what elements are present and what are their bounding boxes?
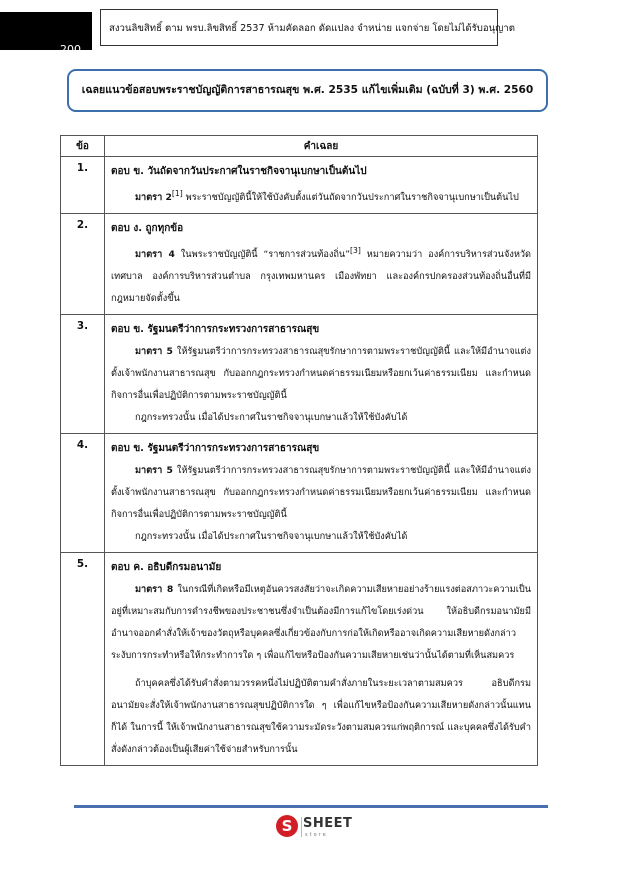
logo-wordmark: SHEET xyxy=(303,816,353,831)
answer-table xyxy=(60,135,538,766)
answer-cell xyxy=(105,553,538,766)
answer-cell xyxy=(105,315,538,434)
question-number: 2. xyxy=(61,214,105,315)
s-logo-icon: S xyxy=(276,815,298,837)
section-ref: มาตรา 5 xyxy=(135,465,173,477)
law-text: พระราชบัญญัตินี้ให้ใช้บังคับตั้งแต่วันถัดจากวันประกาศในราชกิจจานุเบกษาเป็นต้นไป xyxy=(182,192,519,204)
section-ref: มาตรา 2 xyxy=(135,192,172,204)
law-text: ให้รัฐมนตรีว่าการกระทรวงสาธารณสุขรักษาการตามพระราชบัญญัตินี้ และให้มีอำนาจแต่งตั้งเจ้าพนักงานสาธารณสุข กับออกกฎกระทรวงกำหนดค่าธรรมเนียมหรือยกเว้นค่าธรรมเนียม และกำหนดกิจการอื่นเพื่อปฏิบัติการตามพระราชบัญญัตินี้ xyxy=(111,465,531,521)
table-row xyxy=(61,553,538,766)
footnote-ref: [3] xyxy=(349,246,361,256)
column-header-answer: คำเฉลย xyxy=(105,136,538,157)
answer-cell xyxy=(105,214,538,315)
law-paragraph xyxy=(111,341,531,407)
document-title: เฉลยแนวข้อสอบพระราชบัญญัติการสาธารณสุข พ.ศ. 2535 แก้ไขเพิ่มเติม (ฉบับที่ 3) พ.ศ. 2560 xyxy=(67,69,548,112)
copyright-notice: สงวนลิขสิทธิ์ ตาม พรบ.ลิขสิทธิ์ 2537 ห้ามคัดลอก ดัดแปลง จำหน่าย แจกจ่าย โดยไม่ได้รับอนุญาต xyxy=(100,9,498,46)
section-ref: มาตรา 5 xyxy=(135,346,173,358)
law-text: ให้รัฐมนตรีว่าการกระทรวงสาธารณสุขรักษาการตามพระราชบัญญัตินี้ และให้มีอำนาจแต่งตั้งเจ้าพนักงานสาธารณสุข กับออกกฎกระทรวงกำหนดค่าธรรมเนียมหรือยกเว้นค่าธรรมเนียม และกำหนดกิจการอื่นเพื่อปฏิบัติการตามพระราชบัญญัตินี้ xyxy=(111,346,531,402)
question-number: 4. xyxy=(61,434,105,553)
section-ref: มาตรา 8 xyxy=(135,584,174,596)
footer-divider xyxy=(74,805,548,808)
answer-heading: ตอบ ข. รัฐมนตรีว่าการกระทรวงการสาธารณสุข xyxy=(111,443,320,455)
law-text: หมายความว่า องค์การบริหารส่วนจังหวัด เทศบาล องค์การบริหารส่วนตำบล กรุงเทพมหานคร เมืองพัทยา และองค์กรปกครองส่วนท้องถิ่นอื่นที่มีกฎหมายจัดตั้งขึ้น xyxy=(111,249,532,305)
law-paragraph-2: กฎกระทรวงนั้น เมื่อได้ประกาศในราชกิจจานุเบกษาแล้วให้ใช้บังคับได้ xyxy=(135,531,408,543)
law-text: ในกรณีที่เกิดหรือมีเหตุอันควรสงสัยว่าจะเกิดความเสียหายอย่างร้ายแรงต่อสภาวะความเป็นอยู่ที่เหมาะสมกับการดำรงชีพของประชาชนซึ่งจำเป็นต้องมีการแก้ไขโดยเร่งด่วน ให้อธิบดีกรมอนามัยมีอำนาจออกคำสั่งให้เจ้าของวัตถุหรือบุคคลซึ่งเกี่ยวข้องกับการก่อให้เกิดหรืออาจเกิดความเสียหายดังกล่าวระงับการกระทำหรือให้กระทำการใด ๆ เพื่อแก้ไขหรือป้องกันความเสียหายเช่นว่านั้นได้ตามที่เห็นสมควร xyxy=(111,584,531,662)
page-number: 200 xyxy=(60,43,81,56)
page-number-box xyxy=(0,12,92,56)
law-paragraph xyxy=(111,579,531,667)
column-header-no: ข้อ xyxy=(61,136,105,157)
logo-divider xyxy=(301,817,302,837)
table-row xyxy=(61,434,538,553)
answer-heading: ตอบ ค. อธิบดีกรมอนามัย xyxy=(111,562,222,574)
sheet-store-logo xyxy=(276,815,366,841)
question-number: 5. xyxy=(61,553,105,766)
law-paragraph xyxy=(111,460,531,526)
table-row xyxy=(61,214,538,315)
law-paragraph-2: กฎกระทรวงนั้น เมื่อได้ประกาศในราชกิจจานุเบกษาแล้วให้ใช้บังคับได้ xyxy=(135,412,408,424)
answer-heading: ตอบ ข. รัฐมนตรีว่าการกระทรวงการสาธารณสุข xyxy=(111,324,320,336)
answer-heading: ตอบ ง. ถูกทุกข้อ xyxy=(111,223,184,235)
question-number: 3. xyxy=(61,315,105,434)
table-row xyxy=(61,157,538,214)
answer-cell xyxy=(105,434,538,553)
law-paragraph xyxy=(111,240,531,310)
answer-cell xyxy=(105,157,538,214)
law-paragraph-2: ถ้าบุคคลซึ่งได้รับคำสั่งตามวรรคหนึ่งไม่ปฏิบัติตามคำสั่งภายในระยะเวลาตามสมควร อธิบดีกรมอนามัยจะสั่งให้เจ้าพนักงานสาธารณสุขปฏิบัติการใด ๆ เพื่อแก้ไขหรือป้องกันความเสียหายดังกล่าวนั้นแทนก็ได้ ในการนี้ ให้เจ้าพนักงานสาธารณสุขใช้ความระมัดระวังตามสมควรแก่พฤติการณ์ และบุคคลซึ่งได้รับคำสั่งดังกล่าวต้องเป็นผู้เสียค่าใช้จ่ายสำหรับการนั้น xyxy=(111,678,531,756)
question-number: 1. xyxy=(61,157,105,214)
footnote-ref: [1] xyxy=(171,189,183,198)
table-row xyxy=(61,315,538,434)
answer-heading: ตอบ ข. วันถัดจากวันประกาศในราชกิจจานุเบกษาเป็นต้นไป xyxy=(111,166,367,177)
table-header-row xyxy=(61,136,538,157)
section-ref: มาตรา 4 xyxy=(135,249,175,261)
law-paragraph xyxy=(111,183,531,209)
law-text: ในพระราชบัญญัตินี้ “ราชการส่วนท้องถิ่น” xyxy=(174,249,350,261)
logo-subtext: store xyxy=(305,832,328,838)
